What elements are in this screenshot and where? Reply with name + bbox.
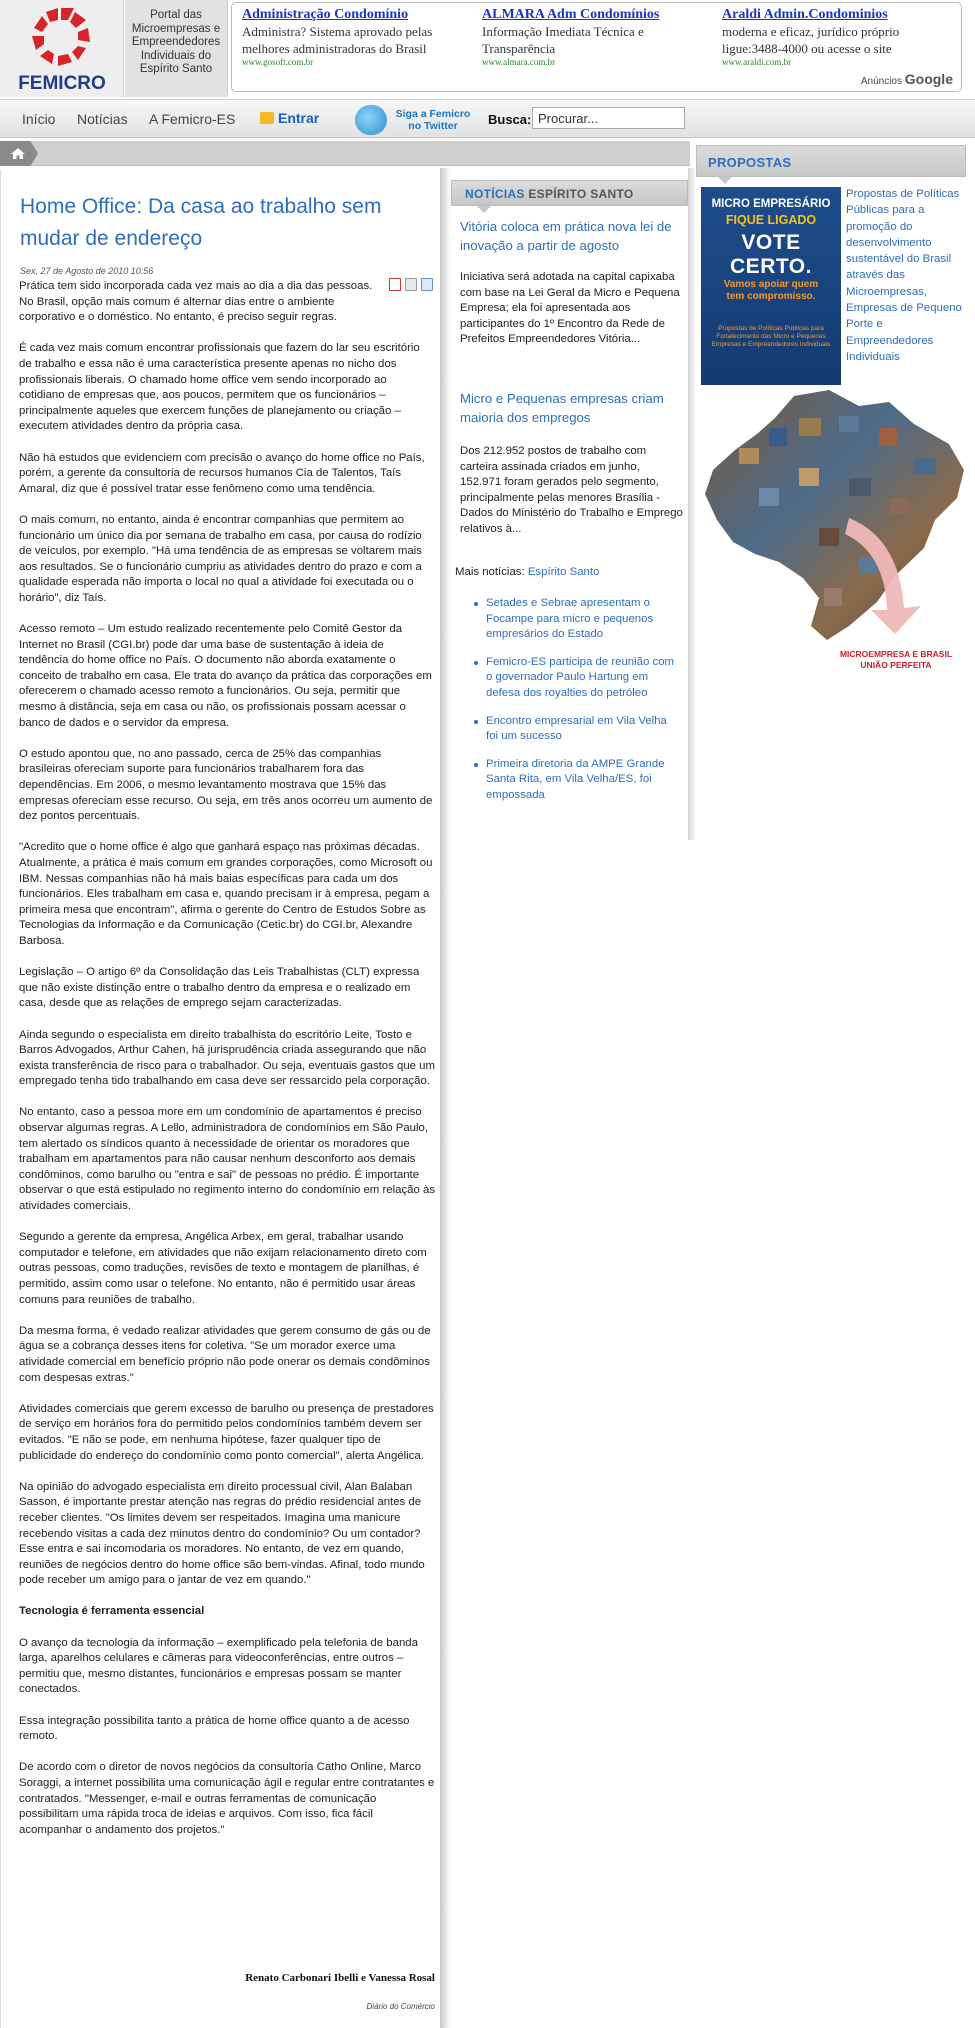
propostas-sidebar [696,145,975,685]
news-header-blue: NOTÍCIAS [465,187,525,201]
more-news-label: Mais notícias: [455,566,525,578]
ads-label: Anúncios [860,76,902,87]
google-brand: Google [904,71,953,87]
vote-certo-banner[interactable] [701,187,841,385]
twitter-label: Siga a Femicro no Twitter [395,108,471,132]
banner-line: FIQUE LIGADO [725,213,817,227]
article-title: Home Office: Da casa ao trabalho sem mudar de endereço [20,195,382,250]
article-paragraph: Segundo a gerente da empresa, Angélica Arbex, em geral, trabalhar usando computador e telefone, em atividades que não exijam relacionamento direto com outras pessoas, como traduções, revisões de texto e montagem de planilhas, é permitido, assim como usar o telefone. No entanto, não é permitido usar áreas comuns para reuniões de trabalho. [19,1231,427,1306]
news-item-text: Iniciativa será adotada na capital capixaba com base na Lei Geral da Micro e Pequena Empresa; ela foi apresentada aos participantes do 1º Encontro da Rede de Prefeitos Empreendedores Vitória... [460,271,680,346]
article-source: Diário do Comércio [366,2002,435,2011]
news-header-caret [477,206,491,213]
article-paragraph: Essa integração possibilita tanto a prática de home office quanto a de acesso remoto. [19,1714,410,1743]
article-paragraph: "Acredito que o home office é algo que ganhará espaço nas próximas décadas. Atualmente, a prática é mais comum em grandes corporações, como Microsoft ou IBM. Nessas companhias não há mais baias específicas para cada um dos funcionários. Eles trabalham em casa e, quando precisam ir à empresa, pegam a primeira mesa que encontram", afirma o gerente do Centro de Estudos Sobre as Tecnologias da Informação e da Comunicação (Cetic.br) do CGI.br, Alexandre Barbosa. [19,841,433,947]
propostas-header-title: PROPOSTAS [708,155,792,170]
article-paragraph: Legislação – O artigo 6º da Consolidação das Leis Trabalhistas (CLT) expressa que não existe distinção entre o trabalho dentro da empresa e o realizado em casa, desde que as relações de emprego sejam caracterizadas. [19,966,420,1010]
article-subheading: Tecnologia é ferramenta essencial [19,1605,205,1618]
site-header [0,0,975,100]
ads-by-google[interactable] [861,71,953,87]
banner-small-text: Propostas de Políticas Públicas para Fortalecimento das Micro e Pequenas Empresas e Empreendedores Individuais [711,325,831,348]
ad-url[interactable]: www.almara.com.br [482,57,556,67]
more-news-item[interactable]: Setades e Sebrae apresentam o Focampe para micro e pequenos empresários do Estado [474,596,679,643]
more-news-item[interactable]: Femicro-ES participa de reunião com o governador Paulo Hartung em defesa dos royalties do petróleo [474,655,679,702]
ad-text: moderna e eficaz, jurídico próprio ligue:3488-4000 ou acesse o site [722,24,900,56]
article [0,170,440,2028]
ad-url[interactable]: www.gosoft.com.br [242,57,314,67]
breadcrumb-home-button[interactable] [0,141,38,166]
femicro-logo-icon [28,6,94,70]
news-item-text: Dos 212.952 postos de trabalho com carteira assinada criados em junho, 152.971 foram gerados pelo segmento, principalmente pelas menores Brasília - Dados do Ministério do Trabalho e Emprego relativos à... [460,445,683,535]
twitter-bird-icon [355,105,387,135]
banner-headline: VOTE CERTO. [730,231,812,278]
article-paragraph: Na opinião do advogado especialista em direito processual civil, Alan Balaban Sasson, é importante prestar atenção nas regras do prédio residencial antes de receber clientes. "Os limites devem ser respeitados. Imagina uma manicure recebendo visitas a cada dez minutos dentro do condomínio? Ou um contador? Esse entra e sai incomodaria os moradores. No entanto, de vez em quando, reuniões de negócios dentro do home office são bem-vindas. Afinal, todo mundo pode receber um amigo para o jantar de vez em quando." [19,1480,425,1587]
news-header-gray: ESPÍRITO SANTO [528,187,634,201]
article-paragraph: É cada vez mais comum encontrar profissionais que fazem do lar seu escritório de trabalho e essa não é uma característica presente apenas no nicho dos profissionais liberais. O chamado home office vem sendo incorporado ao cotidiano de empresas que, aos poucos, permitem que os funcionários – principalmente aqueles que exercem funções de planejamento ou criação – executem atividades dentro da própria casa. [19,342,420,433]
login-label: Entrar [278,110,320,126]
article-date: Sex, 27 de Agosto de 2010 10:56 [20,266,154,276]
article-authors: Renato Carbonari Ibelli e Vanessa Rosal [245,1972,435,1984]
article-paragraph: Atividades comerciais que gerem excesso de barulho ou presença de prestadores de serviço em horários fora do permitido pelos condomínios também devem ser evitados. "E não se pode, em nenhuma hipótese, fazer qualquer tipo de publicidade do endereço do condomínio como ponto comercial", alerta Angélica. [19,1402,434,1462]
more-news-item[interactable]: Primeira diretoria da AMPE Grande Santa Rita, em Vila Velha/ES, foi empossada [474,757,679,804]
ad-text: Administra? Sistema aprovado pelas melhores administradoras do Brasil [242,24,433,56]
key-icon [260,112,274,124]
ad-text: Informação Imediata Técnica e Transparência [482,24,644,56]
nav-item-inicio[interactable]: Início [22,111,56,127]
article-paragraph: Não há estudos que evidenciem com precisão o avanço do home office no País, porém, a gerente da consultoria de recursos humanos Cia de Talentos, Taís Amaral, diz que é possível tratar esse fenômeno como uma tendência. [19,451,425,495]
more-news-item[interactable]: Encontro empresarial em Vila Velha foi um sucesso [474,714,679,745]
propostas-description-link[interactable]: Propostas de Políticas Públicas para a promoção do desenvolvimento sustentável do Brasil através das Microempresas, Empresas de Pequeno Porte e Empreendedores Individuais [846,188,962,363]
propostas-header-caret [718,177,732,184]
article-paragraph: O mais comum, no entanto, ainda é encontrar companhias que permitem ao funcionário um único dia por semana de trabalho em casa, por causa do rodízio de veículos, por exemplo. "Há uma tendência de as empresas se voltarem mais aos resultados. Se o funcionário cumpriu as atividades dentro do prazo e com a qualidade esperada não importa o local no qual a atividade foi executada ou o horário", diz Taís. [19,513,422,604]
login-link[interactable] [260,110,319,126]
article-paragraph: De acordo com o diretor de novos negócios da consultoria Catho Online, Marco Soraggi, a internet possibilita uma comunicação ágil e regular entre contratantes e contratados. "Messenger, e-mail e outras ferramentas de comunicação possibilitam uma rápida troca de ideias e arquivos. Com isso, fica fácil acompanhar o andamento dos projetos." [19,1761,435,1836]
ad-url[interactable]: www.araldi.com.br [722,57,792,67]
logo-text: FEMICRO [18,73,106,94]
more-news [455,566,599,578]
news-item-title[interactable]: Vitória coloca em prática nova lei de inovação a partir de agosto [460,219,672,253]
article-body [19,279,435,1854]
ad-item[interactable] [242,7,474,68]
news-item-title[interactable]: Micro e Pequenas empresas criam maioria dos empregos [460,391,664,425]
banner-line: MICRO EMPRESÁRIO [711,198,831,210]
article-paragraph: Acesso remoto – Um estudo realizado recentemente pelo Comitê Gestor da Internet no Brasil (CGI.br) pode dar uma base de sustentação à ideia de tendência do home office no País. O documento não aborda exatamente o conceito de trabalho em casa. Ele trata do avanço da prática das corporações em oferecerem o chamado acesso remoto a funcionários. Ou seja, permitir que mesmo à distância, seja em casa ou não, os profissionais possam acessar o banco de dados e o servidor da empresa. [19,623,432,729]
google-ads-box [231,2,962,92]
article-paragraph: Ainda segundo o especialista em direito trabalhista do escritório Leite, Tosto e Barros Advogados, Arthur Cahen, há jurisprudência criada assegurando que não exista transferência de risco para o trabalhador. Ou seja, eventuais gastos que um empregado tenha tido trabalhando em casa deve ser ressarcido pela corporação. [19,1028,435,1088]
article-paragraph: No entanto, caso a pessoa more em um condomínio de apartamentos é preciso observar algumas regras. A Lello, administradora de condomínios em São Paulo, tem alertado os síndicos quanto à necessidade de orientar os moradores que trabalham em apartamentos para não causar nenhum desconforto aos demais condôminos, como barulho ou "entra e sai" de pessoas no prédio. É importante observar o que está estipulado no regimento interno do condomínio em relação às atividades comerciais. [19,1106,436,1213]
ad-title-link[interactable]: ALMARA Adm Condomínios [482,7,660,22]
news-shadow [688,168,696,840]
map-caption: MICROEMPRESA E BRASIL UNIÃO PERFEITA [839,649,953,670]
ad-title-link[interactable]: Araldi Admin.Condominios [722,7,888,22]
search-input[interactable] [532,107,685,129]
nav-item-noticias[interactable]: Notícias [77,111,128,127]
ad-title-link[interactable]: Administração Condomínio [242,7,409,22]
article-paragraph: Da mesma forma, é vedado realizar atividades que gerem consumo de gás ou de água se a cobrança desses itens for coletiva. "Se um morador exerce uma atividade comercial em benefício próprio não pode onerar os demais condôminos com despesas extras." [19,1324,431,1384]
banner-line: Vamos apoiar quem tem compromisso. [723,279,819,302]
news-header [451,180,688,206]
article-paragraph: Prática tem sido incorporada cada vez mais ao dia a dia das pessoas. No Brasil, opção mais comum é alternar dias entre o ambiente corporativo e o doméstico. No entanto, é preciso seguir regras. [19,280,373,324]
ad-item[interactable] [722,7,954,68]
more-news-list [474,596,679,816]
article-paragraph: O estudo apontou que, no ano passado, cerca de 25% das companhias brasileiras ofereciam suporte para funcionários trabalharem fora das dependências. Em 2006, o mesmo levantamento mostrava que 15% das empresas ofereciam esse recurso. Ou seja, em três anos ocorreu um aumento de dez pontos percentuais. [19,747,433,823]
more-news-link[interactable]: Espírito Santo [527,566,600,578]
main-nav [0,101,975,138]
breadcrumb [0,141,690,166]
ad-item[interactable] [482,7,714,68]
news-column [451,170,688,840]
news-header-title [465,187,634,201]
portal-tagline: Portal das Microempresas e Empreendedores Individuais do Espírito Santo [125,0,228,97]
home-icon [11,148,25,159]
propostas-header [696,145,966,177]
brazil-map-collage-image[interactable] [699,388,969,648]
twitter-follow-link[interactable] [355,105,475,135]
article-paragraph: O avanço da tecnologia da informação – exemplificado pela telefonia de banda larga, aparelhos celulares e câmeras para videoconferências, entre outros – permitiu que, mesmo distantes, funcionários e empresas possam se manter conectados. [19,1636,418,1696]
femicro-logo[interactable] [0,0,124,97]
search-label: Busca: [488,112,532,127]
nav-item-femicro-es[interactable]: A Femicro-ES [149,111,236,127]
